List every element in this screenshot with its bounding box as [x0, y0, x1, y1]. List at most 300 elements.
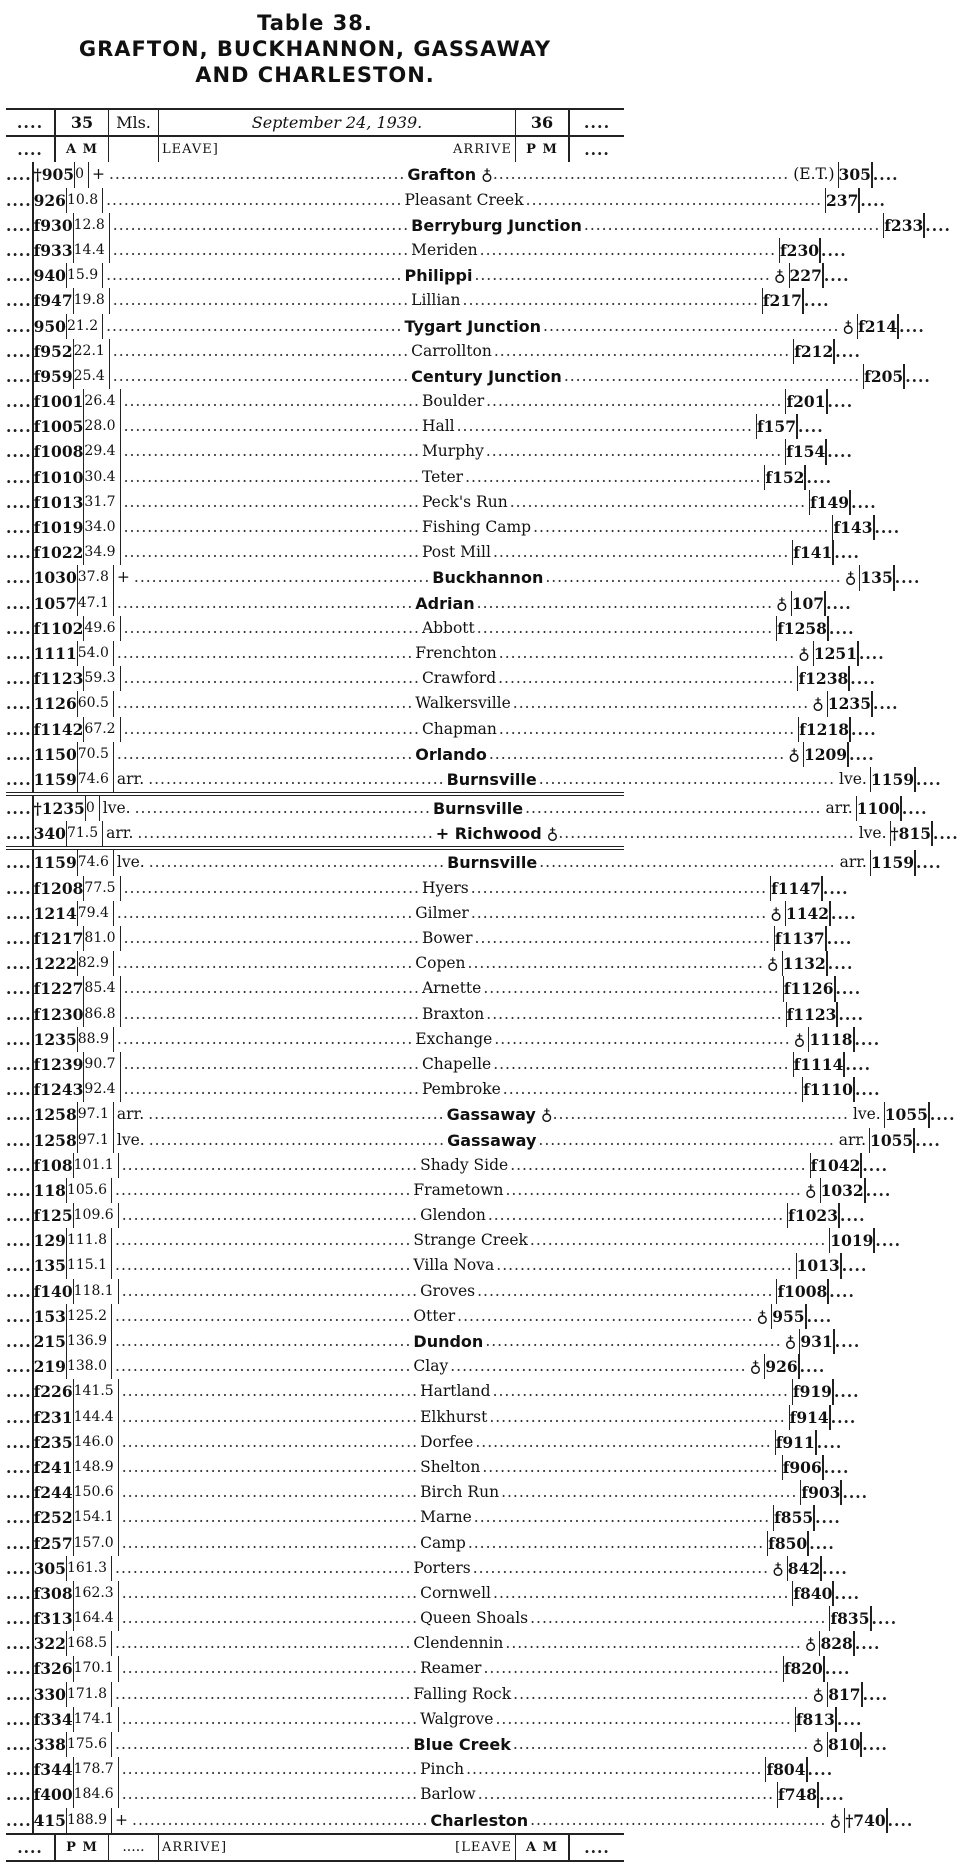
train-35-time: f1005 — [32, 414, 84, 439]
station-name: Marne — [420, 1508, 472, 1527]
leader-dots: .................................................. — [489, 1407, 786, 1426]
leader-dots: .... — [871, 1609, 898, 1629]
station-cell — [109, 364, 864, 389]
mileage: 148.9 — [73, 1455, 118, 1480]
leader-dots: .... — [860, 190, 886, 210]
train-36-time: f1123 — [787, 1002, 839, 1027]
timetable — [6, 108, 959, 1862]
train-35-time: f1019 — [32, 515, 84, 540]
mileage: 30.4 — [83, 465, 119, 490]
leader-dots: .... — [6, 694, 32, 714]
leader-dots: .... — [6, 1029, 32, 1049]
train-36-time: 1132 — [783, 951, 828, 976]
station-symbol-icon: ♁ — [773, 266, 786, 286]
station-row — [6, 1128, 941, 1153]
leader-dots: .... — [6, 669, 32, 689]
station-row — [6, 742, 875, 767]
mileage: 118.1 — [73, 1279, 118, 1304]
leader-dots: .................................................. — [486, 392, 783, 411]
mileage: 168.5 — [66, 1631, 111, 1656]
leader-dots: .................................................. — [134, 799, 431, 818]
leader-dots: .... — [6, 1583, 32, 1603]
direction-marker: + — [116, 568, 130, 587]
leave-label: LEAVE] — [162, 142, 219, 158]
leader-dots: .................................................. — [123, 442, 420, 461]
station-cell — [118, 1531, 768, 1556]
station-row — [6, 314, 925, 339]
station-cell — [120, 1052, 794, 1077]
leader-dots: .... — [6, 417, 32, 437]
station-row — [6, 1556, 848, 1581]
train-35-time: f244 — [32, 1480, 73, 1505]
leader-dots: .................................................. — [488, 744, 786, 763]
leader-dots: .................................................. — [137, 824, 434, 843]
train-36-time: f205 — [864, 364, 905, 389]
leader-dots: .................................................. — [121, 1659, 419, 1678]
leader-dots: .................................................. — [466, 1760, 763, 1779]
leader-dots: .................................................. — [563, 366, 861, 385]
leader-dots: .... — [887, 1810, 914, 1830]
mileage: 25.4 — [73, 364, 109, 389]
train-36-time: f1126 — [784, 976, 836, 1001]
station-row — [6, 1354, 826, 1379]
train-35-time: f257 — [32, 1531, 73, 1556]
station-name: Century Junction — [411, 366, 562, 386]
train-36-time: f154 — [786, 439, 827, 464]
leader-dots: .... — [851, 492, 877, 512]
station-name: Reamer — [420, 1659, 482, 1678]
mileage: 86.8 — [83, 1002, 119, 1027]
leader-dots: .... — [823, 1457, 850, 1477]
train-36-time: f840 — [793, 1581, 834, 1606]
train-35-time: f400 — [32, 1782, 73, 1807]
leader-dots: .... — [6, 1231, 32, 1251]
leader-dots: .................................................. — [477, 1281, 774, 1300]
mileage: 26.4 — [83, 389, 119, 414]
station-row — [6, 1405, 857, 1430]
mileage: 79.4 — [77, 901, 113, 926]
train-36-time: 955 — [772, 1304, 806, 1329]
train-36-time: f217 — [763, 288, 804, 313]
station-cell — [120, 926, 775, 951]
leader-dots: .................................................. — [106, 190, 403, 209]
station-cell — [118, 1379, 793, 1404]
station-name: Walgrove — [420, 1709, 494, 1728]
leader-dots: .... — [6, 799, 32, 819]
leader-dots: .... — [827, 442, 853, 462]
leader-dots: .... — [865, 1180, 892, 1200]
leader-dots: .................................................. — [115, 1180, 412, 1199]
station-row — [6, 1379, 860, 1404]
direction-marker: arr. — [116, 769, 145, 788]
leader-dots: .................................................. — [498, 643, 796, 662]
station-name: Boulder — [421, 392, 485, 411]
leader-dots: .... — [6, 853, 32, 873]
train-36-time: f1137 — [775, 926, 827, 951]
station-name: Burnsville — [447, 853, 538, 873]
station-name: Post Mill — [421, 543, 491, 562]
station-name: Shelton — [420, 1457, 481, 1476]
leader-dots: .... — [834, 1332, 861, 1351]
train-35-time: f140 — [32, 1279, 73, 1304]
leader-dots: .... — [6, 1306, 32, 1326]
station-name: Lillian — [411, 291, 461, 310]
train-35-time: 926 — [32, 188, 66, 213]
leader-dots: .... — [6, 1659, 32, 1679]
table-title-line-2: AND CHARLESTON. — [195, 63, 435, 87]
leader-dots: .... — [854, 1080, 881, 1100]
station-row — [6, 1153, 888, 1178]
leader-dots: .................................................. — [505, 1634, 802, 1653]
leader-dots: .................................................. — [116, 903, 414, 922]
station-cell — [120, 490, 810, 515]
train-35-time: †1235 — [32, 796, 85, 821]
station-cell — [102, 314, 858, 339]
leader-dots: .................................................. — [479, 240, 777, 259]
train-35-time: f344 — [32, 1757, 73, 1782]
station-cell — [118, 1581, 794, 1606]
station-name: Meriden — [411, 240, 478, 259]
leader-dots: .................................................. — [505, 1180, 802, 1199]
station-row — [6, 616, 855, 641]
train-35-time: f1013 — [32, 490, 84, 515]
train-35-time: 340 — [32, 821, 66, 846]
train-36-time: f813 — [796, 1707, 837, 1732]
station-name: Villa Nova — [413, 1256, 495, 1275]
station-symbol-icon: ♁ — [842, 316, 855, 336]
leader-dots: .... — [806, 1306, 833, 1326]
station-cell — [120, 976, 784, 1001]
leader-dots: .... — [826, 593, 852, 613]
train-35-time: f1208 — [32, 876, 84, 901]
train-36-time: f914 — [790, 1405, 831, 1430]
station-name: Philippi — [404, 266, 473, 286]
station-row — [6, 1808, 914, 1833]
leader-dots: .................................................. — [538, 1130, 835, 1149]
direction-marker: arr. — [825, 799, 853, 818]
train-35-time: f235 — [32, 1430, 73, 1455]
station-row — [6, 1782, 845, 1807]
leader-dots: .................................................. — [470, 903, 768, 922]
leader-dots: .................................................. — [121, 1382, 419, 1401]
station-name: Blue Creek — [413, 1735, 511, 1754]
leader-dots: .... — [6, 1155, 32, 1175]
train-35-time: 1159 — [32, 767, 77, 792]
leader-dots: .... — [6, 1558, 32, 1578]
train-36-time: f1147 — [771, 876, 823, 901]
station-symbol-icon: ♁ — [766, 954, 779, 974]
leader-dots: .... — [6, 1760, 32, 1780]
mileage: 14.4 — [73, 238, 109, 263]
train-36-time: 107 — [792, 591, 826, 616]
leader-dots: .... — [854, 1634, 881, 1654]
leader-dots: .................................................. — [473, 1508, 771, 1527]
leader-dots: .... — [6, 979, 32, 999]
arrive-label: ARRIVE — [453, 142, 512, 158]
leader-dots: .................................................. — [470, 878, 768, 897]
leader-dots: .................................................. — [121, 1457, 419, 1476]
train-35-time: f947 — [32, 288, 73, 313]
station-row — [6, 515, 901, 540]
table-number: Table 38. — [257, 11, 373, 35]
train-35-time: †905 — [32, 162, 74, 187]
train-36-time: 1251 — [814, 641, 859, 666]
leader-dots: .... — [584, 140, 610, 160]
station-row — [6, 846, 942, 875]
station-row — [6, 389, 854, 414]
train-35-time: 1126 — [32, 691, 77, 716]
leader-dots: .... — [915, 1130, 941, 1150]
train-36-time: f911 — [776, 1430, 817, 1455]
leader-dots: .................................................. — [583, 215, 881, 234]
mileage: 146.0 — [73, 1430, 118, 1455]
leader-dots: .................................................. — [483, 1659, 780, 1678]
train-35-time: 330 — [32, 1682, 66, 1707]
mileage: 175.6 — [66, 1732, 111, 1757]
leader-dots: .... — [6, 1533, 32, 1553]
leader-dots: .... — [916, 853, 942, 873]
train-35-time: f125 — [32, 1203, 73, 1228]
direction-marker: lve. — [852, 1105, 881, 1124]
station-symbol-icon: ♁ — [481, 165, 493, 185]
station-name: Peck's Run — [421, 492, 508, 511]
leader-dots: .................................................. — [512, 1735, 810, 1753]
leader-dots: .... — [6, 769, 32, 789]
station-name: Walkersville — [415, 694, 511, 713]
station-row — [6, 1531, 835, 1556]
pm-label: P M — [54, 1835, 108, 1860]
leader-dots: .... — [834, 1583, 861, 1603]
train-35-time: 1222 — [32, 951, 77, 976]
station-name: Abbott — [421, 618, 475, 637]
leader-dots: .................................................. — [467, 1533, 765, 1552]
train-35-time: 940 — [32, 263, 66, 288]
leader-dots: .................................................. — [116, 694, 414, 713]
leader-dots: .... — [875, 1231, 902, 1251]
station-cell — [111, 1682, 828, 1707]
leader-dots: .................................................. — [529, 1231, 827, 1250]
leader-dots: .... — [929, 1105, 956, 1125]
station-row — [6, 162, 899, 187]
train-36-time: f143 — [833, 515, 874, 540]
leader-dots: .................................................. — [457, 1306, 754, 1325]
leader-dots: .... — [839, 1206, 866, 1226]
leader-dots: .... — [925, 215, 951, 235]
mileage: 178.7 — [73, 1757, 118, 1782]
train-36-time: 1118 — [809, 1027, 854, 1052]
train-36-time: f149 — [810, 490, 851, 515]
station-cell — [113, 1027, 809, 1052]
leader-dots: .................................................. — [545, 568, 842, 587]
station-cell — [102, 821, 890, 846]
leader-dots: .................................................. — [116, 954, 414, 973]
station-name: Grafton — [407, 165, 477, 185]
station-row — [6, 1178, 892, 1203]
train-36-time: f804 — [766, 1757, 807, 1782]
station-cell — [118, 1707, 796, 1732]
station-row — [6, 1631, 881, 1656]
train-35-time: f952 — [32, 339, 73, 364]
station-symbol-icon: ♁ — [770, 903, 782, 923]
leader-dots: .................................................. — [121, 1785, 419, 1804]
train-35-time: f1230 — [32, 1002, 84, 1027]
pm-label: P M — [516, 137, 570, 162]
station-name: Hall — [421, 417, 455, 436]
mileage: 54.0 — [77, 641, 113, 666]
leader-dots: .... — [6, 518, 32, 537]
train-36-time: f233 — [884, 213, 925, 238]
mileage: 150.6 — [73, 1480, 118, 1505]
station-cell — [120, 389, 787, 414]
direction-marker: arr. — [116, 1105, 145, 1124]
station-row — [6, 901, 857, 926]
station-symbol-icon: ♁ — [772, 1558, 784, 1578]
station-cell — [118, 1480, 802, 1505]
leader-dots: .................................................. — [116, 1029, 414, 1048]
train-36-time: f157 — [757, 414, 798, 439]
station-row — [6, 1304, 833, 1329]
station-name: Pleasant Creek — [404, 190, 524, 209]
leader-dots: .... — [6, 1432, 32, 1452]
train-36-time: 926 — [765, 1354, 799, 1379]
train-35-time: f252 — [32, 1505, 73, 1530]
leader-dots: .... — [850, 669, 876, 689]
mileage: 136.9 — [66, 1329, 111, 1354]
leader-dots: .................................................. — [121, 1407, 419, 1426]
station-cell — [118, 1153, 811, 1178]
station-cell — [111, 1329, 800, 1354]
leader-dots: .... — [830, 1407, 857, 1427]
train-36-time: 1032 — [821, 1178, 866, 1203]
leader-dots: .... — [17, 1837, 43, 1857]
station-cell — [113, 691, 828, 716]
mileage: 115.1 — [66, 1253, 111, 1278]
miles-dots: ..... — [108, 1835, 158, 1860]
station-row — [6, 591, 852, 616]
leader-dots: .................................................. — [509, 492, 807, 511]
station-row — [6, 1228, 902, 1253]
train-36-time: 828 — [820, 1631, 854, 1656]
leader-dots: .... — [6, 1054, 32, 1074]
leader-dots: .................................................. — [525, 799, 822, 818]
station-cell — [120, 1077, 804, 1102]
train-35-time: 1030 — [32, 565, 77, 590]
train-35-time: f108 — [32, 1153, 73, 1178]
leader-dots: .................................................. — [121, 1432, 419, 1451]
mileage: 170.1 — [73, 1656, 118, 1681]
train-36-time: f230 — [780, 238, 821, 263]
train-35-time: f1022 — [32, 540, 84, 565]
leader-dots: .................................................. — [115, 1558, 412, 1577]
leader-dots: .................................................. — [493, 1583, 790, 1602]
train-36-time: 1142 — [786, 901, 831, 926]
leader-dots: .... — [6, 954, 32, 974]
train-35-time: 1111 — [32, 641, 77, 666]
leader-dots: .... — [862, 1735, 888, 1754]
station-name: Otter — [413, 1306, 456, 1325]
station-cell — [109, 213, 884, 238]
mileage: 49.6 — [83, 616, 119, 641]
leader-dots: .................................................. — [123, 1080, 420, 1099]
train-36-time: f903 — [801, 1480, 842, 1505]
leader-dots: .................................................. — [123, 1004, 420, 1023]
train-35-time: 1214 — [32, 901, 77, 926]
table-title-line-1: GRAFTON, BUCKHANNON, GASSAWAY — [78, 37, 552, 61]
leader-dots: .... — [835, 341, 861, 361]
leader-dots: .................................................. — [116, 593, 414, 612]
train-36-time: 237 — [826, 188, 860, 213]
arrive-leave-labels — [158, 1835, 516, 1860]
leader-dots: .... — [836, 1709, 863, 1729]
mileage: 28.0 — [83, 414, 119, 439]
leader-dots: .................................................. — [121, 1155, 419, 1174]
leader-dots: .................................................. — [148, 1105, 445, 1124]
mileage: 105.6 — [66, 1178, 111, 1203]
train-36-time: f1238 — [798, 666, 850, 691]
leader-dots: .................................................. — [552, 1105, 849, 1124]
footer-row — [6, 1833, 624, 1862]
station-name: Queen Shoals — [420, 1609, 529, 1628]
station-row — [6, 1027, 881, 1052]
leader-dots: .... — [6, 266, 32, 286]
leader-dots: .... — [815, 1508, 841, 1528]
mileage: 74.6 — [77, 850, 113, 875]
mileage: 111.8 — [66, 1228, 111, 1253]
leader-dots: .... — [6, 392, 32, 412]
timetable-body — [6, 162, 959, 1832]
leader-dots: .................................................. — [108, 165, 406, 184]
station-symbol-icon: ♁ — [784, 1332, 797, 1351]
train-35-time: f308 — [32, 1581, 73, 1606]
station-cell — [109, 238, 780, 263]
leader-dots: .................................................. — [486, 1004, 783, 1023]
mileage: 157.0 — [73, 1531, 118, 1556]
train-36-time: 135 — [860, 565, 894, 590]
leader-dots: .................................................. — [116, 744, 414, 763]
leader-dots: .... — [845, 1054, 871, 1074]
station-row — [6, 213, 951, 238]
station-row — [6, 1455, 850, 1480]
station-name: Dundon — [413, 1332, 484, 1351]
leader-dots: .... — [821, 240, 847, 260]
train-35-time: f231 — [32, 1405, 73, 1430]
train-35-time: f1008 — [32, 439, 84, 464]
station-name: Crawford — [421, 669, 497, 688]
leader-dots: .................................................. — [106, 266, 403, 285]
station-row — [6, 565, 921, 590]
leader-dots: .... — [6, 593, 32, 613]
mileage: 161.3 — [66, 1556, 111, 1581]
train-36-time: f1008 — [777, 1279, 829, 1304]
station-name: Buckhannon — [432, 568, 544, 588]
station-row — [6, 976, 862, 1001]
mileage: 37.8 — [77, 565, 113, 590]
leader-dots: .................................................. — [123, 669, 420, 688]
station-row — [6, 1430, 843, 1455]
leader-dots: .... — [6, 1709, 32, 1729]
mileage: 77.5 — [83, 876, 119, 901]
train-36-time: 227 — [790, 263, 824, 288]
leader-dots: .................................................. — [492, 543, 790, 562]
leader-dots: .................................................. — [485, 442, 783, 461]
train-35-time: 305 — [32, 1556, 66, 1581]
leader-dots: .................................................. — [121, 1206, 419, 1225]
mileage: 34.0 — [83, 515, 119, 540]
mileage: 92.4 — [83, 1077, 119, 1102]
station-row — [6, 339, 861, 364]
train-35-time: f1243 — [32, 1077, 84, 1102]
mileage: 90.7 — [83, 1052, 119, 1077]
